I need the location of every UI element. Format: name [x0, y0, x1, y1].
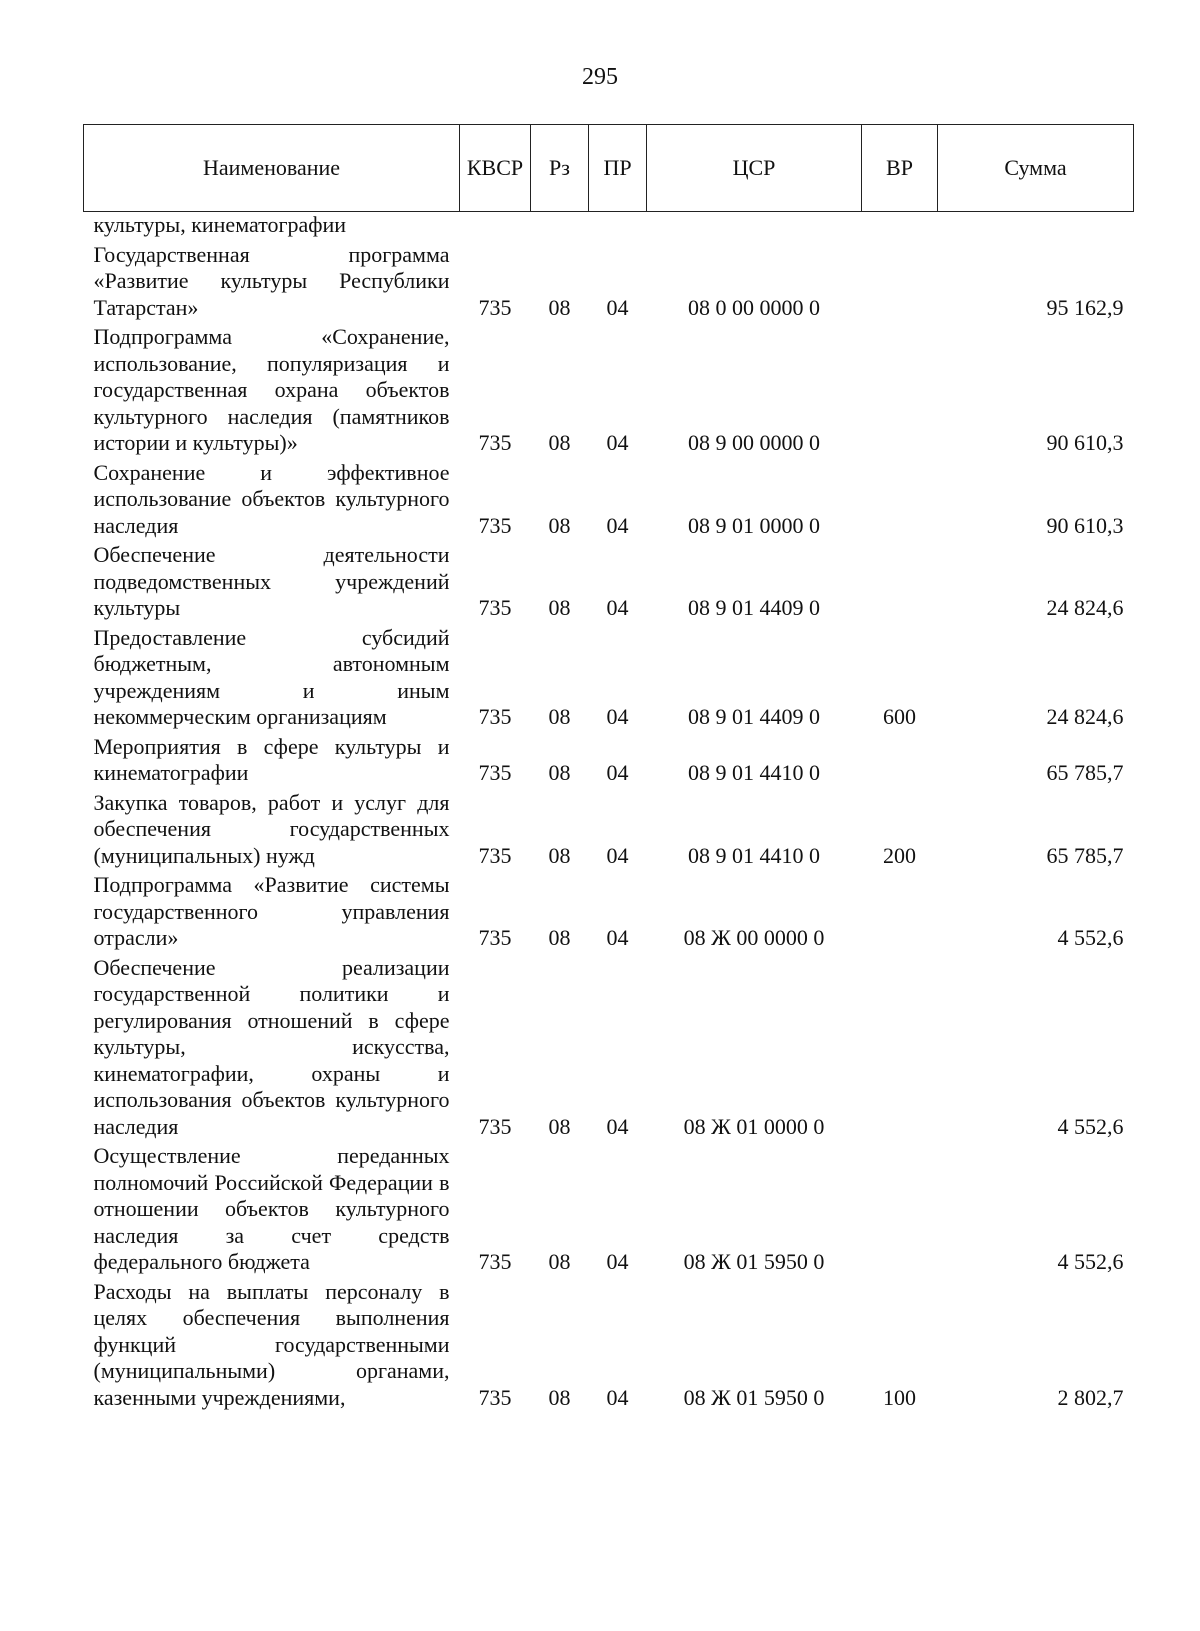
cell-csr: 08 Ж 00 0000 0 [683, 925, 825, 950]
cell-csr: 08 Ж 01 0000 0 [683, 1113, 825, 1139]
cell-rz: 08 [548, 842, 571, 868]
cell-kvsr: 735 [478, 1113, 512, 1139]
cell-name: Государственная программа «Развитие культуры Республики Татарстан» [93, 241, 450, 320]
cell-pr: 04 [606, 1249, 629, 1274]
page-number: 295 [582, 64, 618, 90]
table-row [84, 871, 1134, 954]
cell-csr: 08 9 01 4409 0 [688, 704, 820, 729]
cell-kvsr: 735 [478, 595, 512, 620]
cell-sum: 90 610,3 [1046, 430, 1124, 455]
cell-pr: 04 [606, 760, 629, 785]
cell-sum: 2 802,7 [1057, 1384, 1124, 1410]
cell-sum: 4 552,6 [1057, 1113, 1124, 1139]
cell-vr [862, 954, 938, 1143]
cell-csr: 08 9 00 0000 0 [688, 430, 820, 455]
cell-name: культуры, кинематографии [93, 212, 347, 237]
cell-name: Закупка товаров, работ и услуг для обеспечения государственных (муниципальных) нужд [93, 789, 450, 868]
cell-name: Подпрограмма «Развитие системы государственного управления отрасли» [93, 872, 450, 950]
cell-sum: 65 785,7 [1046, 760, 1124, 785]
cell-name: Предоставление субсидий бюджетным, автономным учреждениям и иным некоммерческим организациям [93, 624, 450, 729]
cell-vr [862, 212, 938, 241]
cell-kvsr: 735 [478, 925, 512, 950]
cell-name: Осуществление переданных полномочий Российской Федерации в отношении объектов культурного наследия за счет средств федерального бюджета [93, 1143, 450, 1274]
cell-rz: 08 [548, 1249, 571, 1274]
cell-rz: 08 [548, 294, 571, 320]
cell-vr [862, 871, 938, 954]
cell-csr: 08 0 00 0000 0 [688, 294, 820, 320]
table-row [84, 323, 1134, 459]
cell-vr [862, 1142, 938, 1278]
cell-kvsr: 735 [478, 842, 512, 868]
cell-sum: 65 785,7 [1046, 842, 1124, 868]
header-sum: Сумма [938, 125, 1134, 212]
cell-csr [647, 212, 862, 241]
cell-rz: 08 [548, 1113, 571, 1139]
cell-csr: 08 Ж 01 5950 0 [683, 1249, 825, 1274]
cell-name: Сохранение и эффективное использование объектов культурного наследия [93, 459, 450, 538]
cell-vr [862, 241, 938, 324]
cell-kvsr: 735 [478, 294, 512, 320]
cell-vr [862, 541, 938, 624]
header-kvsr: КВСР [460, 125, 531, 212]
cell-sum: 4 552,6 [1057, 925, 1124, 950]
cell-vr [862, 323, 938, 459]
cell-rz: 08 [548, 595, 571, 620]
table-row [84, 1278, 1134, 1414]
header-rz: Рз [531, 125, 589, 212]
cell-name: Обеспечение деятельности подведомственных учреждений культуры [93, 542, 450, 620]
cell-rz: 08 [548, 512, 571, 538]
cell-csr: 08 9 01 4410 0 [688, 842, 820, 868]
cell-sum [938, 212, 1134, 241]
cell-sum: 24 824,6 [1046, 595, 1124, 620]
table-row [84, 212, 1134, 241]
cell-sum: 95 162,9 [1046, 294, 1124, 320]
table-row [84, 954, 1134, 1143]
cell-rz: 08 [548, 704, 571, 729]
cell-pr: 04 [606, 704, 629, 729]
cell-kvsr: 735 [478, 512, 512, 538]
cell-name: Расходы на выплаты персоналу в целях обеспечения выполнения функций государственными (муниципальными) органами, казенными учреждениями, [93, 1278, 450, 1410]
table-row [84, 789, 1134, 872]
cell-name: Подпрограмма «Сохранение, использование, популяризация и государственная охрана объектов культурного наследия (памятников истории и культуры)» [93, 324, 450, 455]
cell-rz [531, 212, 589, 241]
table-row [84, 733, 1134, 789]
cell-rz: 08 [548, 760, 571, 785]
cell-kvsr [460, 212, 531, 241]
header-name: Наименование [84, 125, 460, 212]
table-row [84, 459, 1134, 542]
cell-vr: 200 [883, 842, 916, 868]
table-row [84, 1142, 1134, 1278]
cell-rz: 08 [548, 1384, 571, 1410]
cell-kvsr: 735 [478, 430, 512, 455]
cell-sum: 4 552,6 [1057, 1249, 1124, 1274]
cell-rz: 08 [548, 430, 571, 455]
table-row [84, 541, 1134, 624]
cell-pr: 04 [606, 925, 629, 950]
cell-vr [862, 733, 938, 789]
cell-vr: 600 [883, 704, 916, 729]
cell-pr [589, 212, 647, 241]
cell-pr: 04 [606, 512, 629, 538]
cell-csr: 08 9 01 4409 0 [688, 595, 820, 620]
cell-csr: 08 9 01 4410 0 [688, 760, 820, 785]
cell-kvsr: 735 [478, 1249, 512, 1274]
table-header [84, 125, 1134, 212]
cell-vr: 100 [883, 1384, 916, 1410]
cell-kvsr: 735 [478, 760, 512, 785]
cell-csr: 08 Ж 01 5950 0 [683, 1384, 825, 1410]
table-row [84, 624, 1134, 733]
cell-kvsr: 735 [478, 1384, 512, 1410]
header-pr: ПР [589, 125, 647, 212]
cell-name: Обеспечение реализации государственной политики и регулирования отношений в сфере культуры, искусства, кинематографии, охраны и использования объектов культурного наследия [93, 954, 450, 1139]
cell-pr: 04 [606, 842, 629, 868]
cell-pr: 04 [606, 430, 629, 455]
cell-pr: 04 [606, 595, 629, 620]
cell-sum: 24 824,6 [1046, 704, 1124, 729]
table-row [84, 241, 1134, 324]
cell-sum: 90 610,3 [1046, 512, 1124, 538]
cell-vr [862, 459, 938, 542]
header-vr: ВР [862, 125, 938, 212]
header-csr: ЦСР [647, 125, 862, 212]
cell-name: Мероприятия в сфере культуры и кинематографии [93, 733, 450, 785]
budget-table [83, 124, 1134, 1413]
table-body [84, 212, 1134, 1414]
cell-kvsr: 735 [478, 704, 512, 729]
cell-pr: 04 [606, 1384, 629, 1410]
cell-pr: 04 [606, 1113, 629, 1139]
cell-csr: 08 9 01 0000 0 [688, 512, 820, 538]
cell-pr: 04 [606, 294, 629, 320]
cell-rz: 08 [548, 925, 571, 950]
